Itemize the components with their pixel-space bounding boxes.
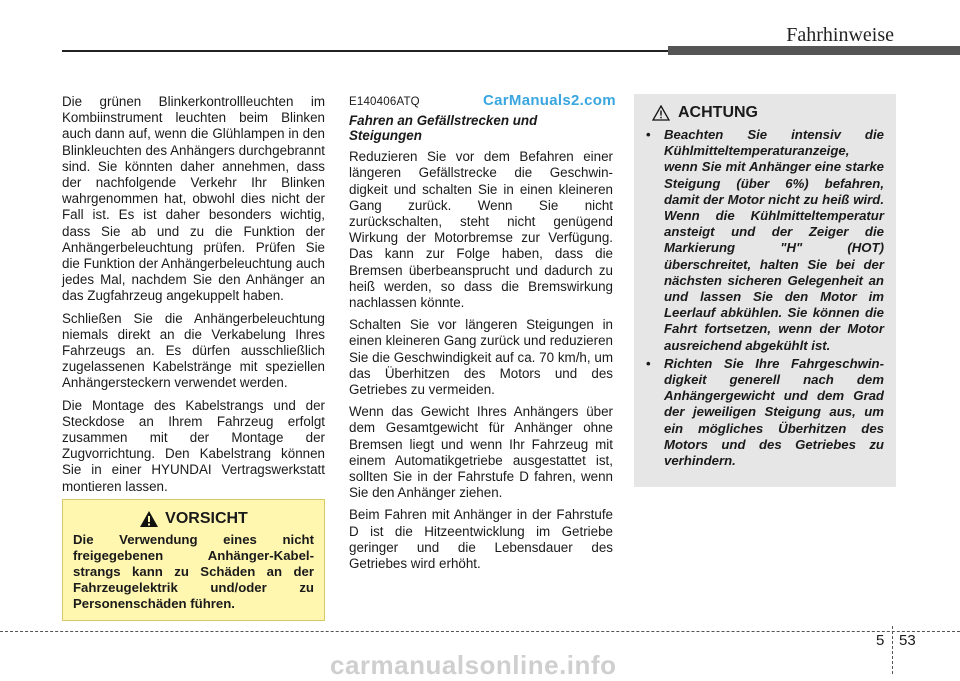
warning-title: ACHTUNG [678,104,758,121]
left-column [62,94,325,501]
page-header-title: Fahrhinweise [786,24,894,46]
paragraph: Die Montage des Kabelstrangs und der Steckdose an Ihrem Fahrzeug erfolgt zusammen mit der Montage der Zugvorrichtung. Den Kabelstrang können Sie in einer HYUNDAI Vertragswerkstatt montieren lassen. [62,397,325,494]
paragraph: Schalten Sie vor längeren Steigungen in einen kleineren Gang zurück und reduzieren Sie die Geschwindigkeit auf ca. 70 km/h, um das Überhitzen des Motors und des Getriebes zu vermeiden. [349,317,613,398]
section-heading: Fahren an Gefällstrecken und Steigungen [349,113,538,144]
warning-box [634,94,896,487]
paragraph: Beim Fahren mit Anhänger in der Fahrstufe D ist die Hitzeentwicklung im Getriebe geringer und die Lebensdauer des Getriebes wird erhöht. [349,507,613,572]
caution-box [62,499,325,621]
paragraph: Schließen Sie die Anhängerbeleuchtung niemals direkt an die Verkabelung Ihres Fahrzeugs an. Es dürfen ausschließlich zugelassenen Kabelstränge mit speziellen Anhängersteckern verwendet werden. [62,310,325,391]
header-rule-accent [668,46,960,55]
warning-list [644,127,884,469]
warning-header [652,104,884,122]
paragraph: Wenn das Gewicht Ihres Anhängers über dem Gesamtgewicht für Anhänger ohne Bremsen liegt und wenn Ihr Fahrzeug mit einem Automatikgetriebe ausgestattet ist, sollten Sie in der Fahrstufe D fahren, wenn Sie den Anhänger ziehen. [349,404,613,501]
paragraph: Reduzieren Sie vor dem Befahren einer längeren Gefällstrecke die Geschwin- digkeit und schalten Sie in einen kleineren Gang zurück. Wenn Sie nicht zurückschalten, steht nicht genügend Wirkung der Motorbremse zur Verfügung. Das kann zur Folge haben, dass die Bremsen überbeansprucht und dadurch zu heiß werden, so dass die Bremswirkung nachlassen könnte. [349,149,613,311]
middle-column [349,94,613,578]
section-code: E140406ATQ [349,96,420,108]
footer-rule [0,631,960,632]
header-rule [62,50,672,52]
caution-title: VORSICHT [165,510,248,527]
warning-triangle-icon [652,105,670,121]
footer-watermark: carmanualsonline.info [330,650,617,680]
paragraph: Die grünen Blinkerkontrollleuchten im Kombiinstrument leuchten beim Blinken auch dann auf, wenn die Glühlampen in den Blinkleuchten des Anhängers durchgebrannt sind. Sie könnten daher annehmen, dass der nachfolgende Verkehr Ihr Blinken wahrgenommen hat, obwohl dies nicht der Fall ist. Es ist daher besonders wichtig, dass Sie ab und zu die Funktion der Anhängerbeleuchtung prüfen. Prüfen Sie die Funktion der Anhängerbeleuchtung auch jedes Mal, nachdem Sie den Anhänger an das Zugfahrzeug angekuppelt haben. [62,94,325,304]
site-watermark: CarManuals2.com [483,92,616,109]
caution-text: Die Verwendung eines nicht freigegebenen Anhänger-Kabel- strangs kann zu Schäden an der Fahrzeugelektrik und/oder zu Personenschäden führen. [73,532,314,611]
caution-header [73,510,314,528]
page-number: 53 [899,632,916,649]
page-number-separator [892,626,893,674]
warning-triangle-icon [139,510,159,528]
warning-item: • Richten Sie Ihre Fahrgeschwin- digkeit generell nach dem Anhängergewicht und dem Grad der jeweiligen Steigung aus, um ein mögliches Überhitzen des Motors und des Getriebes zu verhindern. [644,356,884,469]
chapter-number: 5 [876,632,885,649]
warning-item: • Beachten Sie intensiv die Kühlmitteltemperaturanzeige, wenn Sie mit Anhänger eine starke Steigung (über 6%) befahren, damit der Motor nicht zu heiß wird. Wenn die Kühlmitteltemperatur ansteigt und der Zeiger die Markierung "H" (HOT) überschreitet, halten Sie bei der nächsten sicheren Gelegenheit an und lassen Sie den Motor im Leerlauf abkühlen. Sie können die Fahrt fortsetzen, wenn der Motor ausreichend abgekühlt ist. [644,127,884,354]
